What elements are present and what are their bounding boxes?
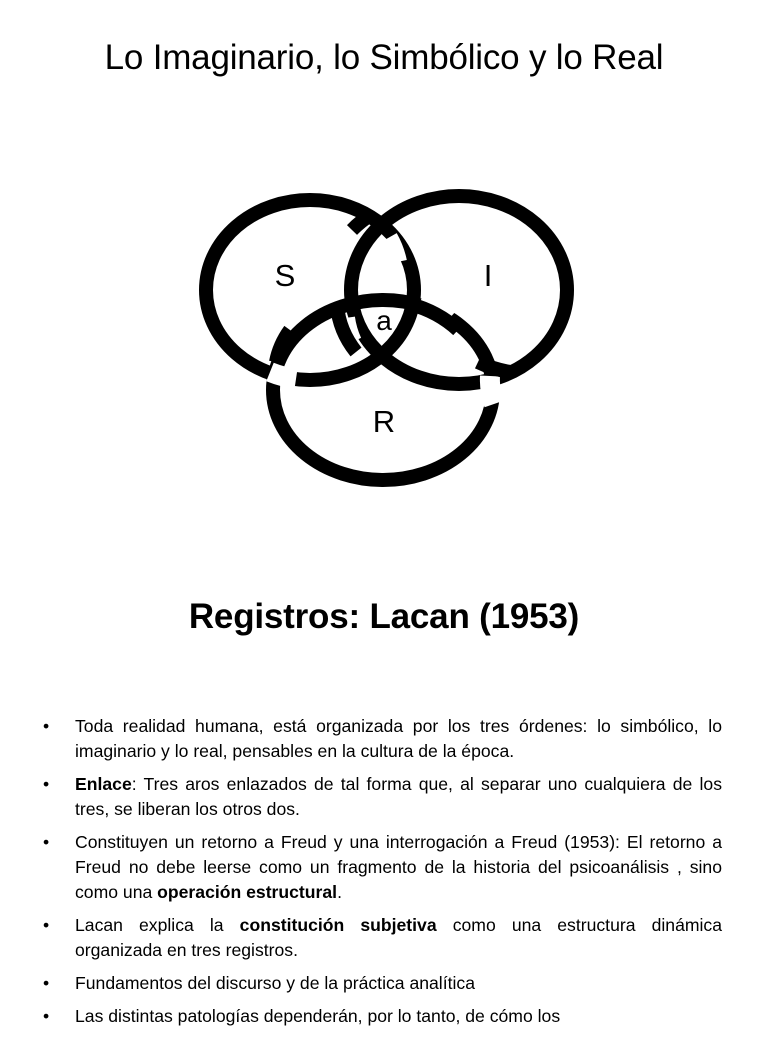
bullet-item (75, 714, 722, 764)
bullet-item (75, 971, 722, 996)
label-imaginary: I (483, 258, 493, 293)
bullet-text: : Tres aros enlazados de tal forma que, al separar uno cualquiera de los tres, se liberan los otros dos. (75, 774, 722, 819)
bullet-text: Lacan explica la (75, 915, 240, 935)
bullet-text: Las distintas patologías dependerán, por lo tanto, de cómo los (75, 1006, 561, 1026)
bullet-text: Fundamentos del discurso y de la práctica analítica (75, 973, 475, 993)
label-object: a (376, 305, 392, 336)
section-title: Registros: Lacan (1953) (188, 597, 580, 636)
over-strand (478, 362, 510, 372)
bullet-item (75, 772, 722, 822)
crossing-gap (490, 376, 494, 404)
bullet-text: Constituyen un retorno a Freud y una interrogación a Freud (1953): El retorno a Freud no debe leerse como un fragmento de la historia del psicoanálisis , sino como una (75, 832, 722, 902)
bullet-item (75, 1004, 722, 1029)
ring-imaginary (351, 196, 567, 384)
bullet-item (75, 830, 722, 905)
over-strand (410, 304, 458, 330)
bullet-bold-term: Enlace (75, 774, 132, 794)
bullet-text: Toda realidad humana, está organizada por los tres órdenes: lo simbólico, lo imaginario y lo real, pensables en la cultura de la época. (75, 716, 722, 761)
crossing-gap (270, 372, 296, 379)
bullet-text: . (337, 882, 342, 902)
bullet-list (75, 714, 722, 1037)
label-real: R (372, 404, 396, 439)
bullet-text: como una estructura dinámica organizada en tres registros. (75, 915, 722, 960)
bullet-bold-term: operación estructural (157, 882, 338, 902)
label-symbolic: S (274, 258, 296, 293)
slide-title: Lo Imaginario, lo Simbólico y lo Real (104, 38, 664, 77)
crossing-gap (388, 238, 397, 262)
bullet-item (75, 913, 722, 963)
bullet-bold-term: constitución subjetiva (239, 915, 437, 935)
